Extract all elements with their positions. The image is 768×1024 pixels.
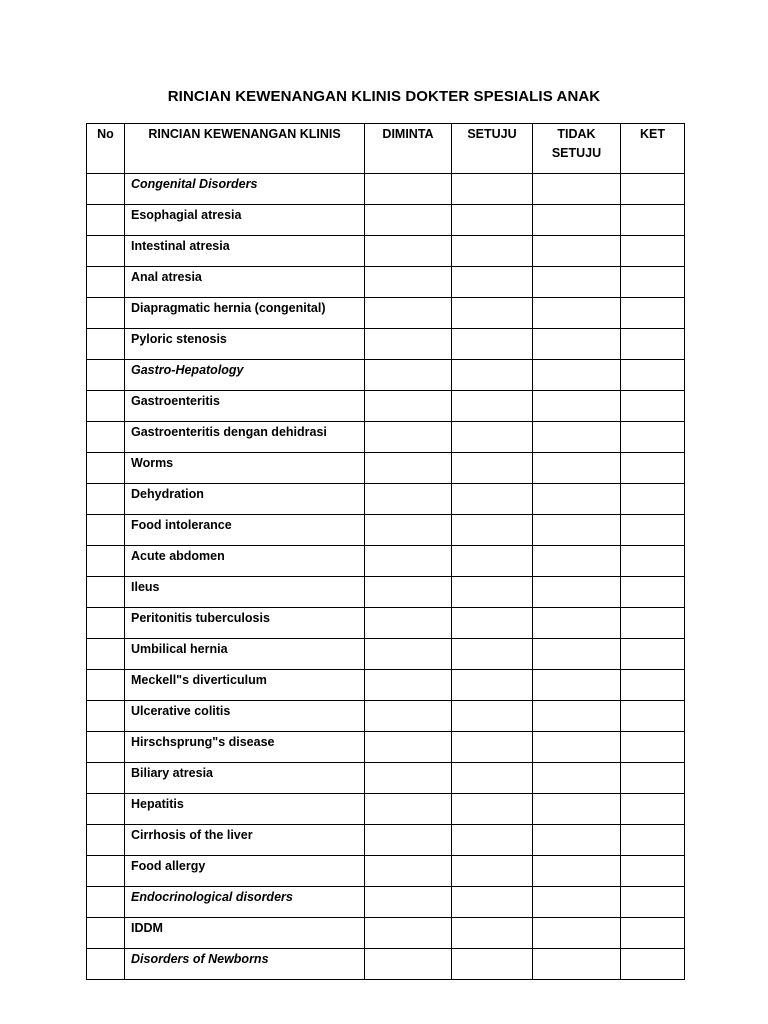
ket-cell[interactable] bbox=[621, 949, 685, 980]
row-number-cell bbox=[87, 887, 125, 918]
setuju-cell[interactable] bbox=[452, 360, 533, 391]
diminta-cell[interactable] bbox=[365, 701, 452, 732]
tidak-setuju-cell[interactable] bbox=[533, 453, 621, 484]
header-ket: KET bbox=[621, 124, 685, 174]
diminta-cell[interactable] bbox=[365, 391, 452, 422]
table-row bbox=[87, 794, 685, 825]
ket-cell[interactable] bbox=[621, 732, 685, 763]
row-number-cell bbox=[87, 484, 125, 515]
tidak-setuju-cell[interactable] bbox=[533, 918, 621, 949]
tidak-setuju-cell[interactable] bbox=[533, 949, 621, 980]
table-row bbox=[87, 174, 685, 205]
item-label: Gastroenteritis bbox=[125, 391, 365, 422]
table-row bbox=[87, 577, 685, 608]
row-number-cell bbox=[87, 670, 125, 701]
item-label: Pyloric stenosis bbox=[125, 329, 365, 360]
ket-cell[interactable] bbox=[621, 515, 685, 546]
item-label: Hirschsprung"s disease bbox=[125, 732, 365, 763]
setuju-cell[interactable] bbox=[452, 701, 533, 732]
diminta-cell[interactable] bbox=[365, 360, 452, 391]
setuju-cell[interactable] bbox=[452, 174, 533, 205]
category-label: Disorders of Newborns bbox=[125, 949, 365, 980]
setuju-cell[interactable] bbox=[452, 205, 533, 236]
header-diminta: DIMINTA bbox=[365, 124, 452, 174]
ket-cell[interactable] bbox=[621, 701, 685, 732]
item-label: Peritonitis tuberculosis bbox=[125, 608, 365, 639]
table-row bbox=[87, 639, 685, 670]
header-item: RINCIAN KEWENANGAN KLINIS bbox=[125, 124, 365, 174]
header-tidak-setuju-line2: SETUJU bbox=[551, 146, 602, 160]
table-row bbox=[87, 453, 685, 484]
diminta-cell[interactable] bbox=[365, 918, 452, 949]
diminta-cell[interactable] bbox=[365, 236, 452, 267]
tidak-setuju-cell[interactable] bbox=[533, 515, 621, 546]
row-number-cell bbox=[87, 608, 125, 639]
diminta-cell[interactable] bbox=[365, 515, 452, 546]
row-number-cell bbox=[87, 825, 125, 856]
diminta-cell[interactable] bbox=[365, 174, 452, 205]
tidak-setuju-cell[interactable] bbox=[533, 887, 621, 918]
ket-cell[interactable] bbox=[621, 763, 685, 794]
setuju-cell[interactable] bbox=[452, 515, 533, 546]
ket-cell[interactable] bbox=[621, 670, 685, 701]
clinical-privileges-table bbox=[86, 123, 685, 980]
table-row bbox=[87, 701, 685, 732]
setuju-cell[interactable] bbox=[452, 639, 533, 670]
table-header-row bbox=[87, 124, 685, 174]
diminta-cell[interactable] bbox=[365, 205, 452, 236]
tidak-setuju-cell[interactable] bbox=[533, 174, 621, 205]
tidak-setuju-cell[interactable] bbox=[533, 298, 621, 329]
item-label: Intestinal atresia bbox=[125, 236, 365, 267]
item-label: Anal atresia bbox=[125, 267, 365, 298]
table-row bbox=[87, 360, 685, 391]
tidak-setuju-cell[interactable] bbox=[533, 763, 621, 794]
category-label: Congenital Disorders bbox=[125, 174, 365, 205]
ket-cell[interactable] bbox=[621, 887, 685, 918]
row-number-cell bbox=[87, 949, 125, 980]
tidak-setuju-cell[interactable] bbox=[533, 205, 621, 236]
table-row bbox=[87, 670, 685, 701]
row-number-cell bbox=[87, 546, 125, 577]
row-number-cell bbox=[87, 391, 125, 422]
table-row bbox=[87, 515, 685, 546]
ket-cell[interactable] bbox=[621, 267, 685, 298]
setuju-cell[interactable] bbox=[452, 391, 533, 422]
diminta-cell[interactable] bbox=[365, 267, 452, 298]
ket-cell[interactable] bbox=[621, 329, 685, 360]
tidak-setuju-cell[interactable] bbox=[533, 329, 621, 360]
ket-cell[interactable] bbox=[621, 298, 685, 329]
setuju-cell[interactable] bbox=[452, 949, 533, 980]
ket-cell[interactable] bbox=[621, 236, 685, 267]
row-number-cell bbox=[87, 639, 125, 670]
tidak-setuju-cell[interactable] bbox=[533, 236, 621, 267]
item-label: IDDM bbox=[125, 918, 365, 949]
diminta-cell[interactable] bbox=[365, 298, 452, 329]
diminta-cell[interactable] bbox=[365, 484, 452, 515]
ket-cell[interactable] bbox=[621, 174, 685, 205]
setuju-cell[interactable] bbox=[452, 794, 533, 825]
diminta-cell[interactable] bbox=[365, 732, 452, 763]
tidak-setuju-cell[interactable] bbox=[533, 732, 621, 763]
diminta-cell[interactable] bbox=[365, 825, 452, 856]
ket-cell[interactable] bbox=[621, 391, 685, 422]
ket-cell[interactable] bbox=[621, 422, 685, 453]
row-number-cell bbox=[87, 856, 125, 887]
table-row bbox=[87, 825, 685, 856]
row-number-cell bbox=[87, 577, 125, 608]
table-row bbox=[87, 236, 685, 267]
ket-cell[interactable] bbox=[621, 918, 685, 949]
row-number-cell bbox=[87, 763, 125, 794]
table-row bbox=[87, 422, 685, 453]
setuju-cell[interactable] bbox=[452, 546, 533, 577]
row-number-cell bbox=[87, 267, 125, 298]
ket-cell[interactable] bbox=[621, 577, 685, 608]
table-row bbox=[87, 329, 685, 360]
setuju-cell[interactable] bbox=[452, 732, 533, 763]
setuju-cell[interactable] bbox=[452, 608, 533, 639]
setuju-cell[interactable] bbox=[452, 577, 533, 608]
header-setuju: SETUJU bbox=[452, 124, 533, 174]
row-number-cell bbox=[87, 422, 125, 453]
setuju-cell[interactable] bbox=[452, 763, 533, 794]
ket-cell[interactable] bbox=[621, 825, 685, 856]
table-row bbox=[87, 763, 685, 794]
item-label: Diapragmatic hernia (congenital) bbox=[125, 298, 365, 329]
setuju-cell[interactable] bbox=[452, 453, 533, 484]
row-number-cell bbox=[87, 453, 125, 484]
setuju-cell[interactable] bbox=[452, 422, 533, 453]
item-label: Dehydration bbox=[125, 484, 365, 515]
table-row bbox=[87, 608, 685, 639]
ket-cell[interactable] bbox=[621, 639, 685, 670]
tidak-setuju-cell[interactable] bbox=[533, 670, 621, 701]
diminta-cell[interactable] bbox=[365, 887, 452, 918]
row-number-cell bbox=[87, 360, 125, 391]
ket-cell[interactable] bbox=[621, 484, 685, 515]
page-title: RINCIAN KEWENANGAN KLINIS DOKTER SPESIALIS ANAK bbox=[167, 88, 601, 105]
row-number-cell bbox=[87, 794, 125, 825]
diminta-cell[interactable] bbox=[365, 856, 452, 887]
row-number-cell bbox=[87, 515, 125, 546]
diminta-cell[interactable] bbox=[365, 453, 452, 484]
diminta-cell[interactable] bbox=[365, 329, 452, 360]
tidak-setuju-cell[interactable] bbox=[533, 267, 621, 298]
row-number-cell bbox=[87, 298, 125, 329]
tidak-setuju-cell[interactable] bbox=[533, 825, 621, 856]
tidak-setuju-cell[interactable] bbox=[533, 391, 621, 422]
row-number-cell bbox=[87, 205, 125, 236]
diminta-cell[interactable] bbox=[365, 670, 452, 701]
diminta-cell[interactable] bbox=[365, 949, 452, 980]
setuju-cell[interactable] bbox=[452, 887, 533, 918]
table-row bbox=[87, 887, 685, 918]
ket-cell[interactable] bbox=[621, 856, 685, 887]
table-row bbox=[87, 856, 685, 887]
tidak-setuju-cell[interactable] bbox=[533, 794, 621, 825]
table-row bbox=[87, 484, 685, 515]
tidak-setuju-cell[interactable] bbox=[533, 484, 621, 515]
diminta-cell[interactable] bbox=[365, 608, 452, 639]
item-label: Worms bbox=[125, 453, 365, 484]
setuju-cell[interactable] bbox=[452, 670, 533, 701]
table-row bbox=[87, 732, 685, 763]
row-number-cell bbox=[87, 236, 125, 267]
header-no: No bbox=[87, 124, 125, 174]
setuju-cell[interactable] bbox=[452, 918, 533, 949]
setuju-cell[interactable] bbox=[452, 298, 533, 329]
ket-cell[interactable] bbox=[621, 794, 685, 825]
item-label: Esophagial atresia bbox=[125, 205, 365, 236]
diminta-cell[interactable] bbox=[365, 546, 452, 577]
diminta-cell[interactable] bbox=[365, 577, 452, 608]
item-label: Gastroenteritis dengan dehidrasi bbox=[125, 422, 365, 453]
row-number-cell bbox=[87, 918, 125, 949]
category-label: Gastro-Hepatology bbox=[125, 360, 365, 391]
table-row bbox=[87, 949, 685, 980]
item-label: Umbilical hernia bbox=[125, 639, 365, 670]
tidak-setuju-cell[interactable] bbox=[533, 608, 621, 639]
ket-cell[interactable] bbox=[621, 546, 685, 577]
table-row bbox=[87, 918, 685, 949]
table-row bbox=[87, 205, 685, 236]
diminta-cell[interactable] bbox=[365, 794, 452, 825]
setuju-cell[interactable] bbox=[452, 267, 533, 298]
ket-cell[interactable] bbox=[621, 360, 685, 391]
table-row bbox=[87, 391, 685, 422]
table-row bbox=[87, 267, 685, 298]
row-number-cell bbox=[87, 701, 125, 732]
tidak-setuju-cell[interactable] bbox=[533, 701, 621, 732]
row-number-cell bbox=[87, 174, 125, 205]
item-label: Ulcerative colitis bbox=[125, 701, 365, 732]
item-label: Cirrhosis of the liver bbox=[125, 825, 365, 856]
setuju-cell[interactable] bbox=[452, 236, 533, 267]
tidak-setuju-cell[interactable] bbox=[533, 577, 621, 608]
category-label: Endocrinological disorders bbox=[125, 887, 365, 918]
diminta-cell[interactable] bbox=[365, 763, 452, 794]
table-row bbox=[87, 546, 685, 577]
setuju-cell[interactable] bbox=[452, 825, 533, 856]
item-label: Meckell"s diverticulum bbox=[125, 670, 365, 701]
tidak-setuju-cell[interactable] bbox=[533, 360, 621, 391]
setuju-cell[interactable] bbox=[452, 329, 533, 360]
ket-cell[interactable] bbox=[621, 608, 685, 639]
item-label: Ileus bbox=[125, 577, 365, 608]
tidak-setuju-cell[interactable] bbox=[533, 422, 621, 453]
item-label: Food allergy bbox=[125, 856, 365, 887]
row-number-cell bbox=[87, 732, 125, 763]
header-tidak-setuju-line1: TIDAK bbox=[557, 127, 596, 141]
header-tidak-setuju bbox=[533, 124, 621, 174]
tidak-setuju-cell[interactable] bbox=[533, 856, 621, 887]
tidak-setuju-cell[interactable] bbox=[533, 639, 621, 670]
diminta-cell[interactable] bbox=[365, 422, 452, 453]
item-label: Hepatitis bbox=[125, 794, 365, 825]
ket-cell[interactable] bbox=[621, 205, 685, 236]
setuju-cell[interactable] bbox=[452, 856, 533, 887]
item-label: Acute abdomen bbox=[125, 546, 365, 577]
tidak-setuju-cell[interactable] bbox=[533, 546, 621, 577]
ket-cell[interactable] bbox=[621, 453, 685, 484]
row-number-cell bbox=[87, 329, 125, 360]
item-label: Biliary atresia bbox=[125, 763, 365, 794]
diminta-cell[interactable] bbox=[365, 639, 452, 670]
item-label: Food intolerance bbox=[125, 515, 365, 546]
setuju-cell[interactable] bbox=[452, 484, 533, 515]
table-row bbox=[87, 298, 685, 329]
